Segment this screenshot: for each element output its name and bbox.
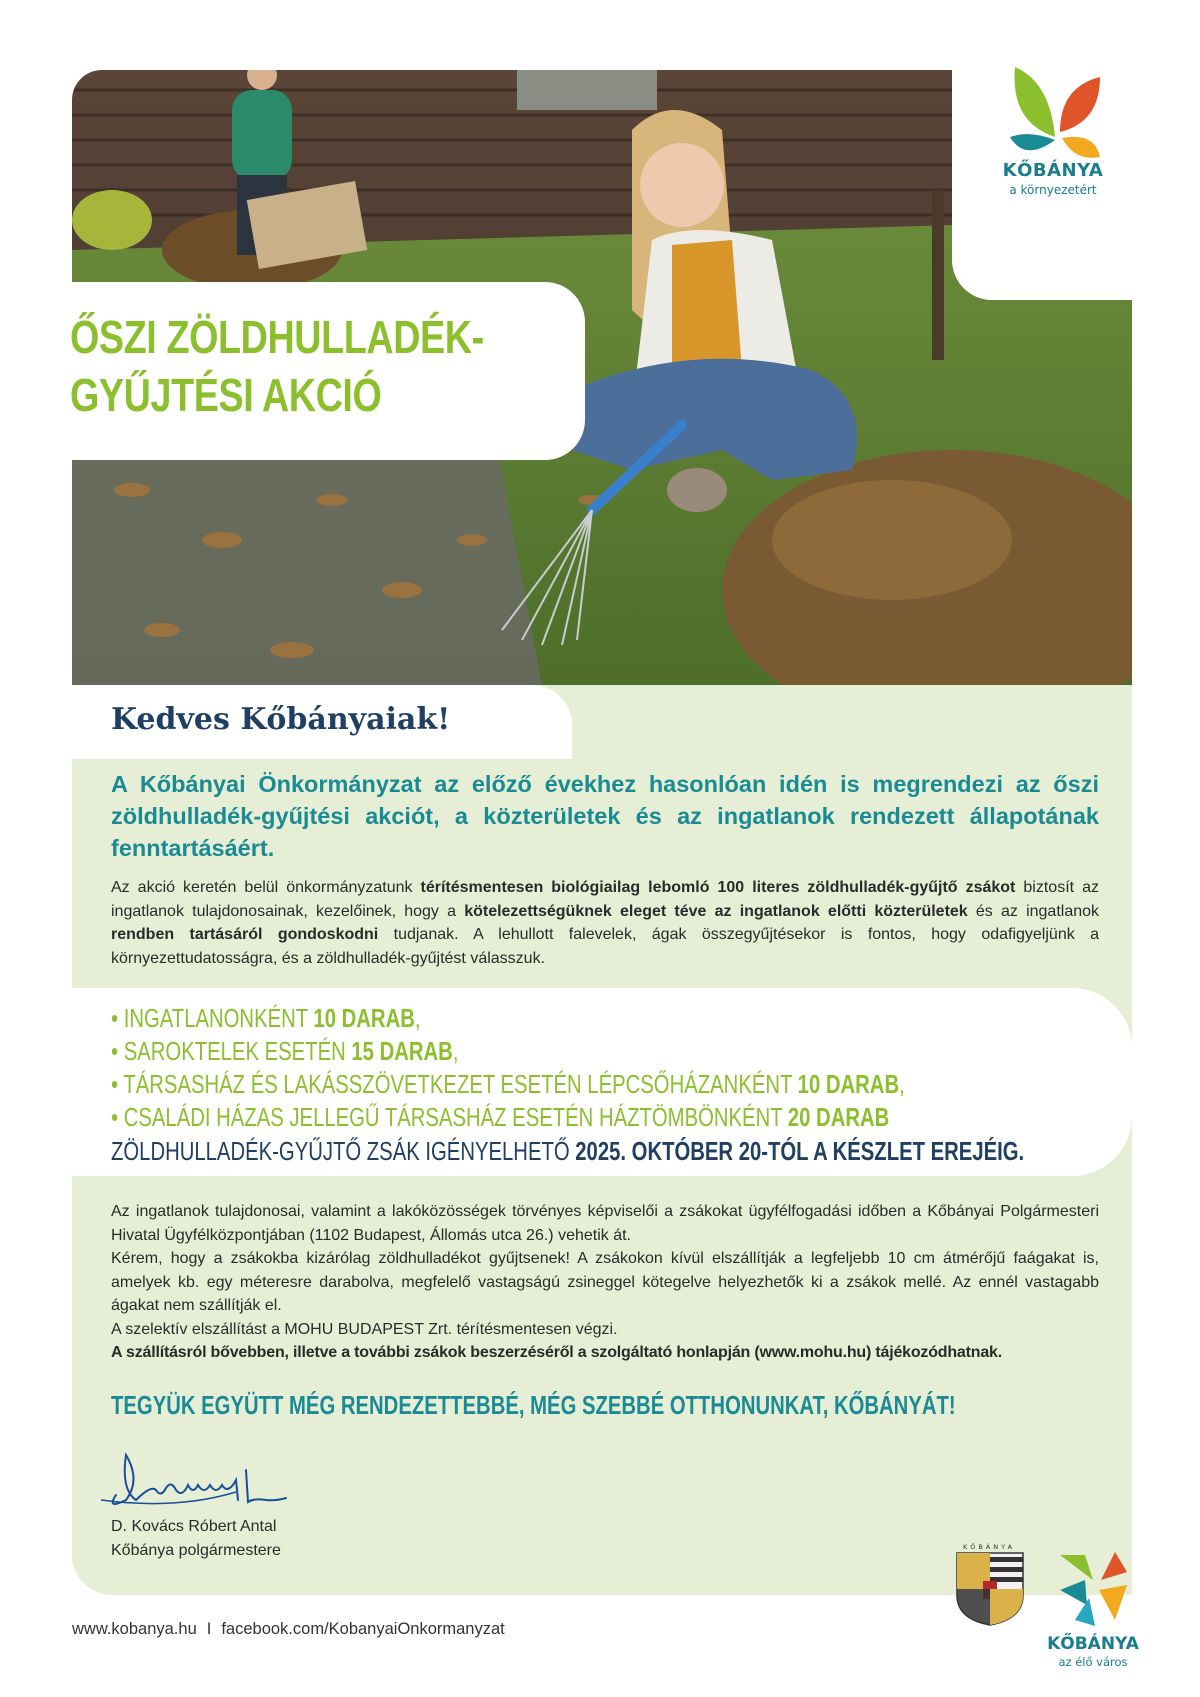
logo-name: KŐBÁNYA: [1002, 160, 1104, 181]
facebook-link[interactable]: facebook.com/KobanyaiOnkormanyzat: [221, 1620, 505, 1638]
quota-item: • CSALÁDI HÁZAS JELLEGŰ TÁRSASHÁZ ESETÉN HÁZTÖMBÖNKÉNT 20 DARAB: [111, 1102, 890, 1132]
city-logo-name: KŐBÁNYA: [1047, 1634, 1139, 1654]
page-title-line1: ŐSZI ZÖLDHULLADÉK-: [70, 311, 484, 363]
coat-of-arms-icon: [955, 1545, 1025, 1627]
transport-info: A szelektív elszállítást a MOHU BUDAPEST Zrt. térítésmentesen végzi.: [111, 1320, 618, 1338]
lead-paragraph: A Kőbányai Önkormányzat az előző évekhez hasonlóan idén is megrendezi az őszi zöldhulladék-gyűjtési akciót, a közterületek és az ingatlanok rendezett állapotának fenntartásáért.: [111, 771, 1099, 861]
signer-title: Kőbánya polgármestere: [111, 1542, 281, 1559]
greeting-heading: Kedves Kőbányaiak!: [111, 702, 451, 737]
availability-line: ZÖLDHULLADÉK-GYŰJTŐ ZSÁK IGÉNYELHETŐ 2025. OKTÓBER 20-TÓL A KÉSZLET EREJÉIG.: [111, 1136, 1025, 1166]
crest-label: KŐBÁNYA: [962, 1543, 1016, 1551]
kobanya-environment-logo-icon: [1000, 52, 1120, 162]
details-paragraph: [111, 1200, 1099, 1365]
slogan: TEGYÜK EGYÜTT MÉG RENDEZETTEBBÉ, MÉG SZEBBÉ OTTHONUNKAT, KŐBÁNYÁT!: [111, 1390, 956, 1420]
signer-name: D. Kovács Róbert Antal: [111, 1518, 277, 1535]
intro-paragraph: Az akció keretén belül önkormányzatunk térítésmentesen biológiailag lebomló 100 literes zöldhulladék-gyűjtő zsákot biztosít az ingatlanok tulajdonosainak, kezelőinek, hogy a kötelezettségüknek eleget téve az ingatlanok előtti közterületek és az ingatlanok rendben tartásáról gondoskodni tudjanak. A lehullott falevelek, ágak összegyűjtésekor is fontos, hogy odafigyeljünk a környezettudatosságra, és a zöldhulladék-gyűjtést válasszuk.: [111, 879, 1100, 967]
quota-item: • TÁRSASHÁZ ÉS LAKÁSSZÖVETKEZET ESETÉN LÉPCSŐHÁZANKÉNT 10 DARAB,: [111, 1069, 905, 1099]
more-info: A szállításról bővebben, illetve a további zsákok beszerzéséről a szolgáltató honlapján (www.mohu.hu) tájékozódhatnak.: [111, 1344, 1002, 1361]
logo-tagline: a környezetért: [1009, 183, 1097, 197]
pickup-info: Az ingatlanok tulajdonosai, valamint a lakóközösségek törvényes képviselői a zsákokat ügyfélfogadási időben a Kőbányai Polgármesteri Hivatal Ügyfélközpontjában (1102 Budapest, Állomás utca 26.) vehetik át.: [111, 1203, 1099, 1244]
quota-item: • SAROKTELEK ESETÉN 15 DARAB,: [111, 1036, 459, 1066]
website-link[interactable]: www.kobanya.hu: [72, 1620, 197, 1638]
collection-rules: Kérem, hogy a zsákokba kizárólag zöldhulladékot gyűjtsenek! A zsákokon kívül elszállítják a legfeljebb 10 cm átmérőjű faágakat is, amelyek kb. egy méteresre darabolva, megfelelő vastagságú zsineggel kötegelve helyezhetők ki a zsákok mellé. Az ennél vastagabb ágakat nem szállítják el.: [111, 1250, 1099, 1314]
footer-separator: I: [206, 1620, 212, 1638]
signature-image: [96, 1440, 296, 1520]
quota-item: • INGATLANONKÉNT 10 DARAB,: [111, 1003, 421, 1033]
kobanya-city-logo-icon: [1055, 1550, 1131, 1630]
footer: [72, 1620, 505, 1639]
page-title-line2: GYŰJTÉSI AKCIÓ: [70, 369, 382, 421]
city-logo-tagline: az élő város: [1058, 1655, 1128, 1669]
